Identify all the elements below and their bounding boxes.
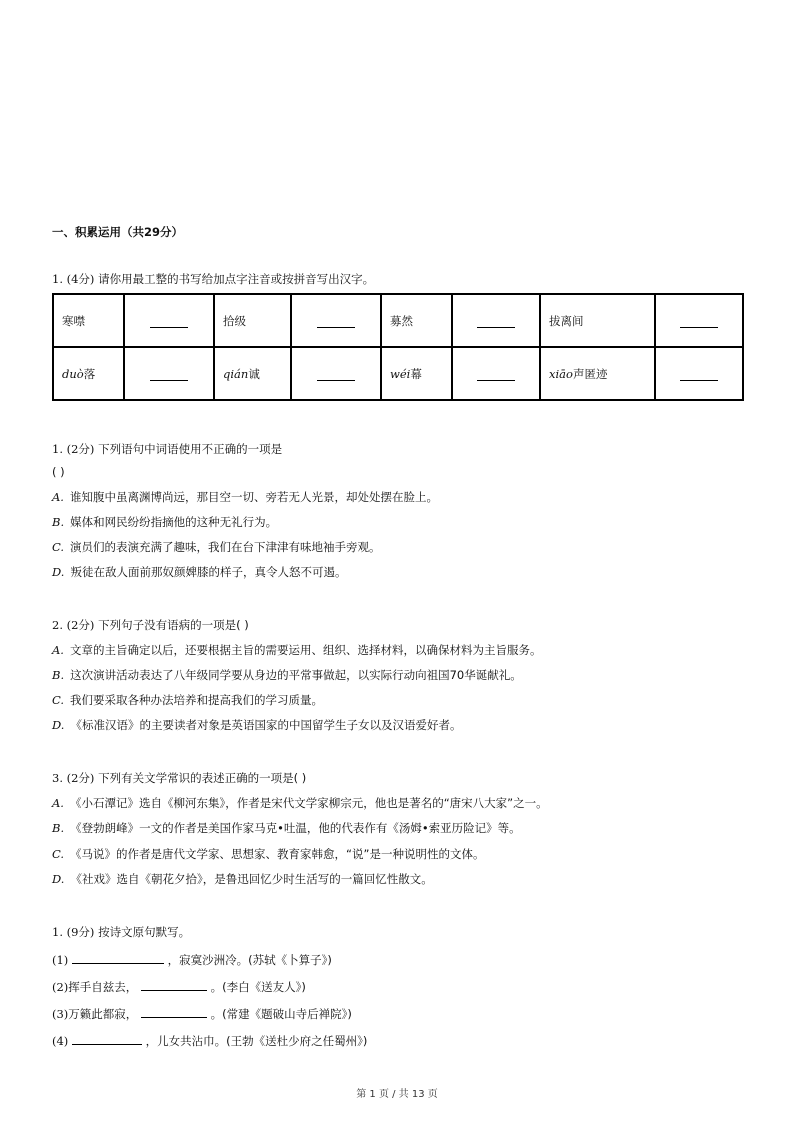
question-sentences-header — [52, 617, 249, 633]
poem-line-4: (4) ，儿女共沾巾。(王勃《送杜少府之任蜀州》) — [52, 1034, 368, 1048]
option-b[interactable]: B. 《登勃朗峰》一文的作者是美国作家马克•吐温，他的代表作有《汤姆•索亚历险记》等。 — [52, 821, 521, 835]
word-cell: 拔离间 — [540, 294, 655, 347]
answer-blank[interactable] — [452, 294, 540, 347]
question-number: 1. (2分) — [52, 442, 95, 456]
option-b[interactable]: B. 媒体和网民纷纷指摘他的这种无礼行为。 — [52, 515, 278, 529]
question-words-header — [52, 441, 282, 457]
option-d[interactable]: D. 叛徒在敌人面前那奴颜婢膝的样子，真令人怒不可遏。 — [52, 565, 347, 579]
word-cell: 寒噤 — [53, 294, 124, 347]
fill-blank[interactable] — [141, 1005, 207, 1018]
option-c[interactable]: C. 我们要采取各种办法培养和提高我们的学习质量。 — [52, 693, 324, 707]
question-poem-header — [52, 924, 190, 940]
option-a[interactable]: A. 文章的主旨确定以后，还要根据主旨的需要运用、组织、选择材料，以确保材料为主旨服务。 — [52, 643, 542, 657]
answer-blank[interactable] — [124, 347, 214, 400]
question-number: 1. (9分) — [52, 925, 95, 939]
pinyin-cell: wéi幕 — [381, 347, 452, 400]
pinyin-cell: qián诚 — [214, 347, 291, 400]
question-number: 1. (4分) — [52, 272, 95, 286]
option-d[interactable]: D. 《社戏》选自《朝花夕拾》，是鲁迅回忆少时生活写的一篇回忆性散文。 — [52, 872, 433, 886]
section-title: 一、积累运用（共29分） — [52, 225, 184, 239]
fill-blank[interactable] — [72, 951, 164, 964]
question-number: 3. (2分) — [52, 771, 95, 785]
fill-blank[interactable] — [72, 1032, 142, 1045]
pinyin-cell: duò落 — [53, 347, 124, 400]
question-text: 下列句子没有语病的一项是( ) — [98, 618, 249, 632]
question-pinyin-header — [52, 271, 374, 287]
word-cell: 募然 — [381, 294, 452, 347]
poem-line-1: (1) ，寂寞沙洲冷。(苏轼《卜算子》) — [52, 953, 332, 967]
option-c[interactable]: C. 《马说》的作者是唐代文学家、思想家、教育家韩愈，“说”是一种说明性的文体。 — [52, 847, 485, 861]
table-row — [53, 347, 743, 400]
option-a[interactable]: A. 谁知腹中虽离渊博尚远，那目空一切、旁若无人光景，却处处摆在脸上。 — [52, 490, 438, 504]
question-text: 下列语句中词语使用不正确的一项是 — [98, 442, 283, 456]
answer-blank[interactable] — [452, 347, 540, 400]
word-cell: 拾级 — [214, 294, 291, 347]
option-d[interactable]: D. 《标准汉语》的主要读者对象是英语国家的中国留学生子女以及汉语爱好者。 — [52, 718, 462, 732]
table-row — [53, 294, 743, 347]
page-footer: 第 1 页 / 共 13 页 — [356, 1089, 438, 1100]
question-text: 下列有关文学常识的表述正确的一项是( ) — [98, 771, 307, 785]
answer-paren: ( ) — [52, 465, 65, 479]
answer-blank[interactable] — [655, 347, 743, 400]
fill-blank[interactable] — [141, 978, 207, 991]
option-a[interactable]: A. 《小石潭记》选自《柳河东集》，作者是宋代文学家柳宗元，他也是著名的“唐宋八大家”之一。 — [52, 796, 548, 810]
question-literature-header — [52, 770, 306, 786]
option-c[interactable]: C. 演员们的表演充满了趣味，我们在台下津津有味地袖手旁观。 — [52, 540, 381, 554]
answer-blank[interactable] — [291, 347, 381, 400]
answer-blank[interactable] — [655, 294, 743, 347]
answer-blank[interactable] — [124, 294, 214, 347]
question-number: 2. (2分) — [52, 618, 95, 632]
pinyin-table — [52, 293, 744, 401]
question-text: 请你用最工整的书写给加点字注音或按拼音写出汉字。 — [98, 272, 375, 286]
poem-line-3: (3)万籁此都寂， 。(常建《题破山寺后禅院》) — [52, 1007, 352, 1021]
answer-blank[interactable] — [291, 294, 381, 347]
poem-line-2: (2)挥手自兹去， 。(李白《送友人》) — [52, 980, 306, 994]
question-text: 按诗文原句默写。 — [98, 925, 191, 939]
option-b[interactable]: B. 这次演讲活动表达了八年级同学要从身边的平常事做起，以实际行动向祖国70华诞献礼。 — [52, 668, 522, 682]
pinyin-cell: xiāo声匿迹 — [540, 347, 655, 400]
